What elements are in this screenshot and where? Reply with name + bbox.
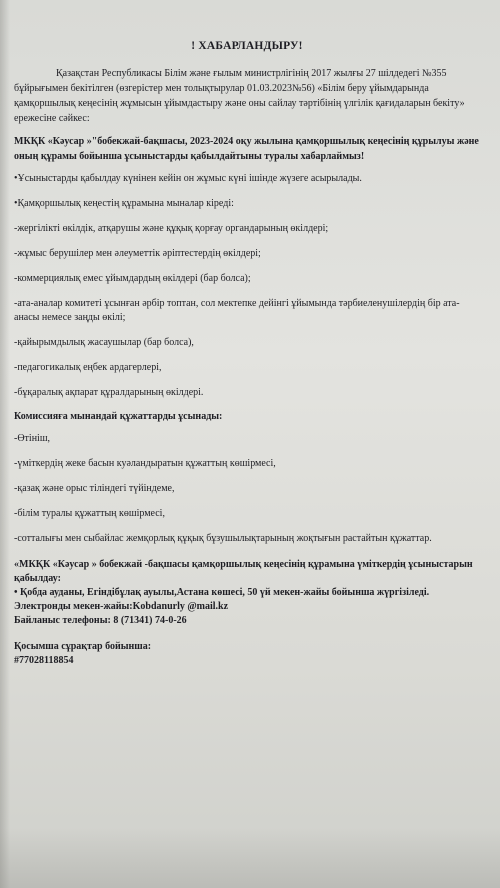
list-item: -қайырымдылық жасаушылар (бар болса), bbox=[14, 337, 194, 348]
list-item: -бұқаралық ақпарат құралдарының өкілдері. bbox=[14, 387, 204, 398]
document-item: -білім туралы құжаттың көшірмесі, bbox=[14, 508, 165, 519]
contact-number: #77028118854 bbox=[14, 655, 74, 666]
phone-info: Байланыс телефоны: 8 (71341) 74-0-26 bbox=[14, 615, 187, 626]
contact-block bbox=[14, 558, 480, 668]
intro-paragraph: Қазақстан Республикасы Білім және ғылым министрлігінің 2017 жылғы 27 шілдедегі №355 бұйрығымен бекітілген (өзгерістер мен толықтырулар 01.03.2023№56) «Білім беру ұйымдарында қамқоршылық кеңесінің жұмысын ұйымдастыру және оны сайлау тәртібінің үлгілік қағидаларын бекіту» ережесіне сәйкес: bbox=[14, 68, 465, 124]
list-item: -коммерциялық емес ұйымдардың өкілдері (бар болса); bbox=[14, 273, 251, 284]
list-item: -жұмыс берушілер мен әлеуметтік әріптестердің өкілдері; bbox=[14, 248, 261, 259]
list-item: -жергілікті өкілдік, атқарушы және құқық қорғау органдарының өкілдері; bbox=[14, 223, 329, 234]
document-item: -Өтініш, bbox=[14, 433, 51, 444]
documents-heading: Комиссияға мынандай құжаттарды ұсынады: bbox=[14, 411, 223, 422]
paper-shadow-left bbox=[0, 0, 10, 888]
email-info: Электронды мекен-жайы:Kobdanurly @mail.kz bbox=[14, 601, 229, 612]
submission-info: «МКҚК «Кәусар » бобекжай -бақшасы қамқоршылық кеңесінің құрамына үміткердің ұсыныстарын қабылдау: bbox=[14, 559, 473, 584]
document-item: -қазақ және орыс тіліндегі түйіндеме, bbox=[14, 483, 175, 494]
list-item: •Қамқоршылық кеңестің құрамына мыналар кіреді: bbox=[14, 198, 234, 209]
document-item: -сотталығы мен сыбайлас жемқорлық құқық бұзушылықтарының жоқтығын растайтын құжаттар. bbox=[14, 533, 432, 544]
list-item: •Ұсыныстарды қабылдау күнінен кейін он жұмыс күні ішінде жүзеге асырылады. bbox=[14, 173, 362, 184]
council-list bbox=[14, 172, 480, 400]
paper-shadow-bottom bbox=[0, 828, 500, 888]
announcement-heading: МКҚК «Кәусар »"бобекжай-бақшасы, 2023-2024 оқу жылына қамқоршылық кеңесінің құрылуы және оның құрамы бойынша ұсыныстарды қабылдайтыны туралы хабарлаймыз! bbox=[14, 136, 479, 162]
documents-list bbox=[14, 432, 480, 546]
document-item: -үміткердің жеке басын куәландыратын құжаттың көшірмесі, bbox=[14, 458, 276, 469]
questions-label: Қосымша сұрақтар бойынша: bbox=[14, 641, 152, 652]
address-info: • Қобда ауданы, Егіндібұлақ ауылы,Астана көшесі, 50 үй мекен-жайы бойынша жүргізіледі. bbox=[14, 587, 430, 598]
list-item: -ата-аналар комитеті ұсынған әрбір топтан, сол мектепке дейінгі ұйымында тәрбиеленушілердің бір ата-анасы немесе заңды өкілі; bbox=[14, 298, 460, 323]
page-title: ! ХАБАРЛАНДЫРУ! bbox=[191, 40, 303, 52]
list-item: -педагогикалық еңбек ардагерлері, bbox=[14, 362, 162, 373]
